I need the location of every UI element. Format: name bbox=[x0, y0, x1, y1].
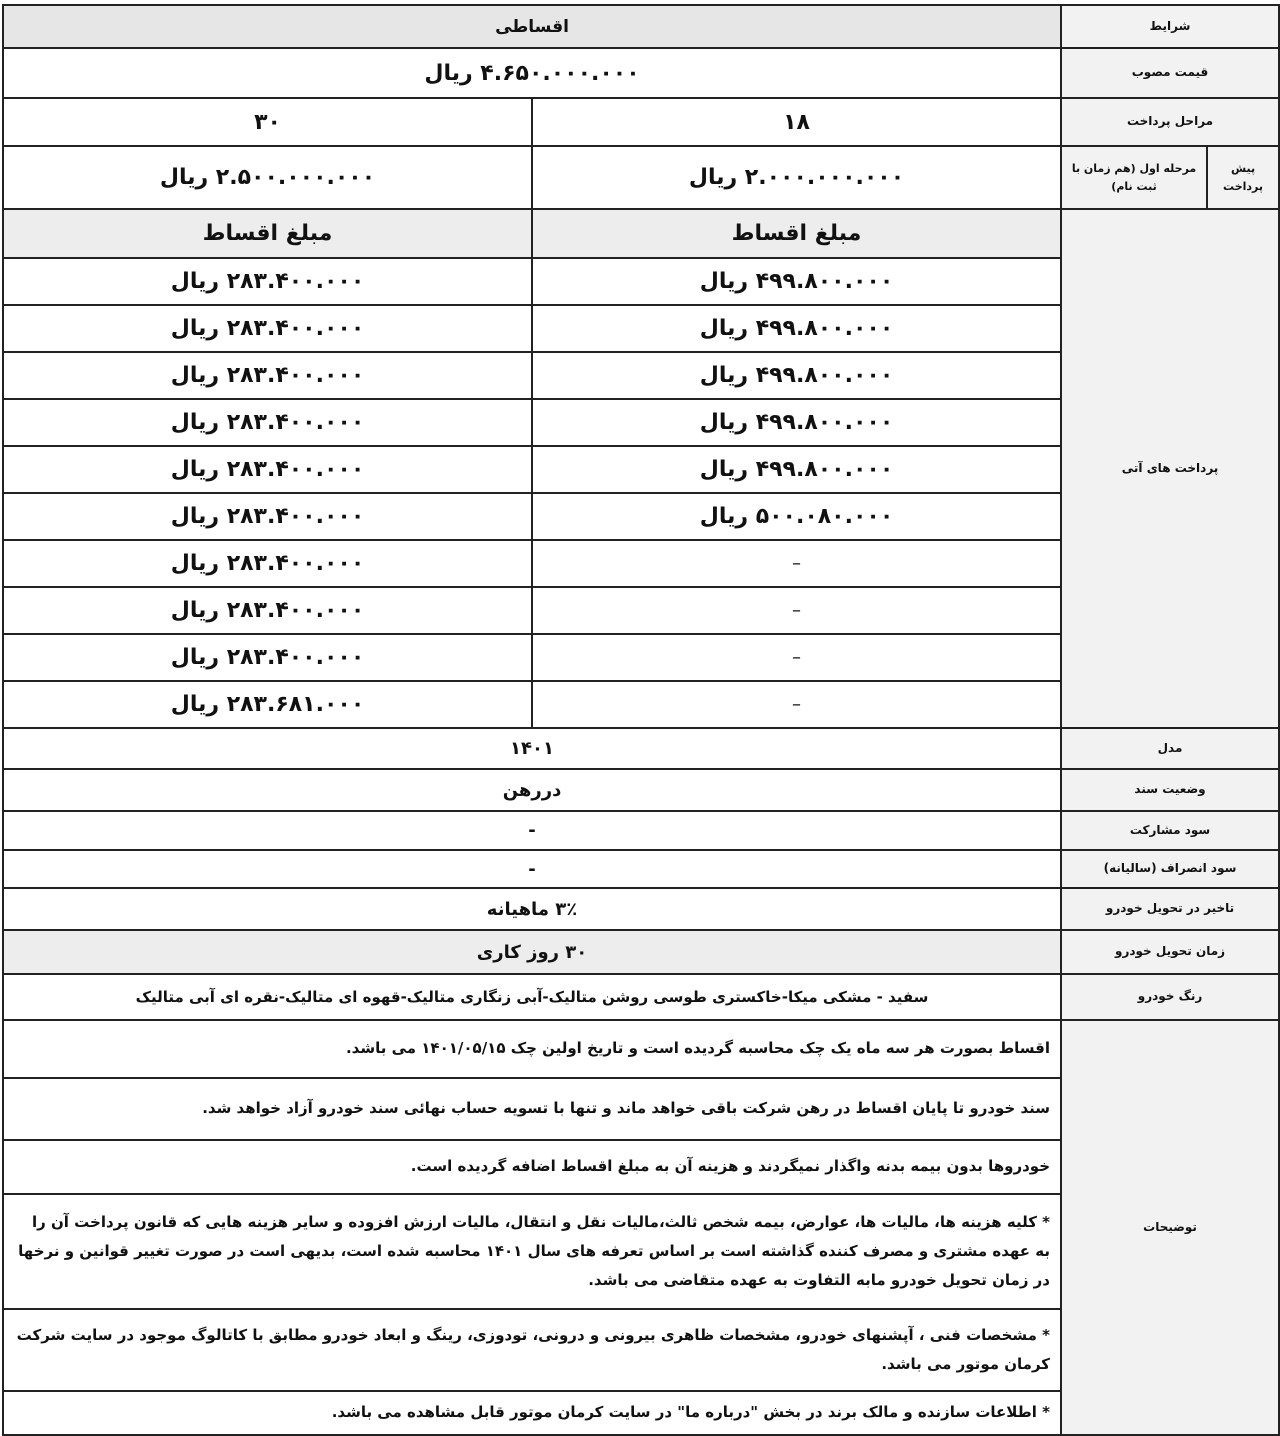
prepayment-label: پیش پرداخت bbox=[1207, 146, 1279, 209]
installment-sale-table bbox=[2, 4, 1280, 1436]
delivery-delay-row bbox=[3, 888, 1279, 930]
cancellation-profit-value: - bbox=[3, 850, 1061, 888]
car-color-label: رنگ خودرو bbox=[1061, 974, 1279, 1020]
plan-30-installment: ۲۸۳.۴۰۰.۰۰۰ ریال bbox=[3, 446, 532, 493]
plan-30-installment: ۲۸۳.۴۰۰.۰۰۰ ریال bbox=[3, 587, 532, 634]
plan-18-installment-empty: – bbox=[532, 634, 1061, 681]
delivery-time-label: زمان تحویل خودرو bbox=[1061, 930, 1279, 974]
plan-18-installment-header: مبلغ اقساط bbox=[532, 209, 1061, 258]
delivery-delay-value: ۳٪ ماهیانه bbox=[3, 888, 1061, 930]
payment-stages-label: مراحل پرداخت bbox=[1061, 98, 1279, 146]
plan-18-installment: ۴۹۹.۸۰۰.۰۰۰ ریال bbox=[532, 446, 1061, 493]
model-row bbox=[3, 728, 1279, 769]
plan-18-installment: ۴۹۹.۸۰۰.۰۰۰ ریال bbox=[532, 258, 1061, 305]
partnership-profit-label: سود مشارکت bbox=[1061, 811, 1279, 850]
plan-30-stages: ۳۰ bbox=[3, 98, 532, 146]
plan-30-installment: ۲۸۳.۴۰۰.۰۰۰ ریال bbox=[3, 258, 532, 305]
plan-18-installment-empty: – bbox=[532, 681, 1061, 728]
note-1: اقساط بصورت هر سه ماه یک چک محاسبه گردیده است و تاریخ اولین چک ۱۴۰۱/۰۵/۱۵ می باشد. bbox=[3, 1020, 1061, 1078]
plan-18-installment-empty: – bbox=[532, 587, 1061, 634]
partnership-profit-value: - bbox=[3, 811, 1061, 850]
plan-18-installment: ۴۹۹.۸۰۰.۰۰۰ ریال bbox=[532, 305, 1061, 352]
car-color-row bbox=[3, 974, 1279, 1020]
plan-30-installment: ۲۸۳.۴۰۰.۰۰۰ ریال bbox=[3, 399, 532, 446]
plan-30-installment: ۲۸۳.۴۰۰.۰۰۰ ریال bbox=[3, 493, 532, 540]
stages-row bbox=[3, 98, 1279, 146]
model-value: ۱۴۰۱ bbox=[3, 728, 1061, 769]
document-status-value: دررهن bbox=[3, 769, 1061, 811]
plan-18-stages: ۱۸ bbox=[532, 98, 1061, 146]
approved-price-label: قیمت مصوب bbox=[1061, 48, 1279, 98]
descriptions-label: توضیحات bbox=[1061, 1020, 1279, 1435]
model-label: مدل bbox=[1061, 728, 1279, 769]
note-5: * مشخصات فنی ، آپشنهای خودرو، مشخصات ظاهری بیرونی و درونی، تودوزی، رینگ و ابعاد خودرو مطابق با کاتالوگ موجود در سایت شرکت کرمان موتور می باشد. bbox=[3, 1309, 1061, 1391]
plan-18-prepayment: ۲.۰۰۰.۰۰۰.۰۰۰ ریال bbox=[532, 146, 1061, 209]
document-status-row bbox=[3, 769, 1279, 811]
note-4: * کلیه هزینه ها، مالیات ها، عوارض، بیمه شخص ثالث،مالیات نقل و انتقال، مالیات ارزش افزوده و سایر هزینه هایی که قانون پرداخت آن را به عهده مشتری و مصرف کننده گذاشته است بر اساس تعرفه های سال ۱۴۰۱ محاسبه شده است، بدیهی است در صورت تغییر قوانین و نرخها در زمان تحویل خودرو مابه التفاوت به عهده متقاضی می باشد. bbox=[3, 1194, 1061, 1309]
delivery-time-value: ۳۰ روز کاری bbox=[3, 930, 1061, 974]
note-3: خودروها بدون بیمه بدنه واگذار نمیگردند و هزینه آن به مبلغ اقساط اضافه گردیده است. bbox=[3, 1140, 1061, 1194]
cancellation-profit-label: سود انصراف (سالیانه) bbox=[1061, 850, 1279, 888]
sale-type-header: اقساطی bbox=[3, 5, 1061, 48]
car-color-value: سفید - مشکی میکا-خاکستری طوسی روشن متالیک-آبی زنگاری متالیک-قهوه ای متالیک-نقره ای آبی متالیک bbox=[3, 974, 1061, 1020]
plan-30-installment: ۲۸۳.۴۰۰.۰۰۰ ریال bbox=[3, 352, 532, 399]
first-stage-label: مرحله اول (هم زمان با ثبت نام) bbox=[1061, 146, 1207, 209]
note-row bbox=[3, 1020, 1279, 1078]
plan-18-installment: ۵۰۰.۰۸۰.۰۰۰ ریال bbox=[532, 493, 1061, 540]
plan-30-prepayment: ۲.۵۰۰.۰۰۰.۰۰۰ ریال bbox=[3, 146, 532, 209]
conditions-label: شرایط bbox=[1061, 5, 1279, 48]
plan-30-installment-header: مبلغ اقساط bbox=[3, 209, 532, 258]
note-6: * اطلاعات سازنده و مالک برند در بخش "درباره ما" در سایت کرمان موتور قابل مشاهده می باشد. bbox=[3, 1391, 1061, 1435]
future-payments-label: پرداخت های آتی bbox=[1061, 209, 1279, 728]
price-row bbox=[3, 48, 1279, 98]
document-status-label: وضعیت سند bbox=[1061, 769, 1279, 811]
note-2: سند خودرو تا پایان اقساط در رهن شرکت باقی خواهد ماند و تنها با تسویه حساب نهائی سند خودرو آزاد خواهد شد. bbox=[3, 1078, 1061, 1140]
delivery-time-row bbox=[3, 930, 1279, 974]
plan-18-installment: ۴۹۹.۸۰۰.۰۰۰ ریال bbox=[532, 399, 1061, 446]
plan-30-installment: ۲۸۳.۶۸۱.۰۰۰ ریال bbox=[3, 681, 532, 728]
plan-18-installment-empty: – bbox=[532, 540, 1061, 587]
prepayment-row bbox=[3, 146, 1279, 209]
conditions-row bbox=[3, 5, 1279, 48]
plan-30-installment: ۲۸۳.۴۰۰.۰۰۰ ریال bbox=[3, 305, 532, 352]
plan-18-installment: ۴۹۹.۸۰۰.۰۰۰ ریال bbox=[532, 352, 1061, 399]
approved-price-value: ۴.۶۵۰.۰۰۰.۰۰۰ ریال bbox=[3, 48, 1061, 98]
cancellation-profit-row bbox=[3, 850, 1279, 888]
delivery-delay-label: تاخیر در تحویل خودرو bbox=[1061, 888, 1279, 930]
installment-header-row bbox=[3, 209, 1279, 258]
plan-30-installment: ۲۸۳.۴۰۰.۰۰۰ ریال bbox=[3, 540, 532, 587]
plan-30-installment: ۲۸۳.۴۰۰.۰۰۰ ریال bbox=[3, 634, 532, 681]
partnership-profit-row bbox=[3, 811, 1279, 850]
